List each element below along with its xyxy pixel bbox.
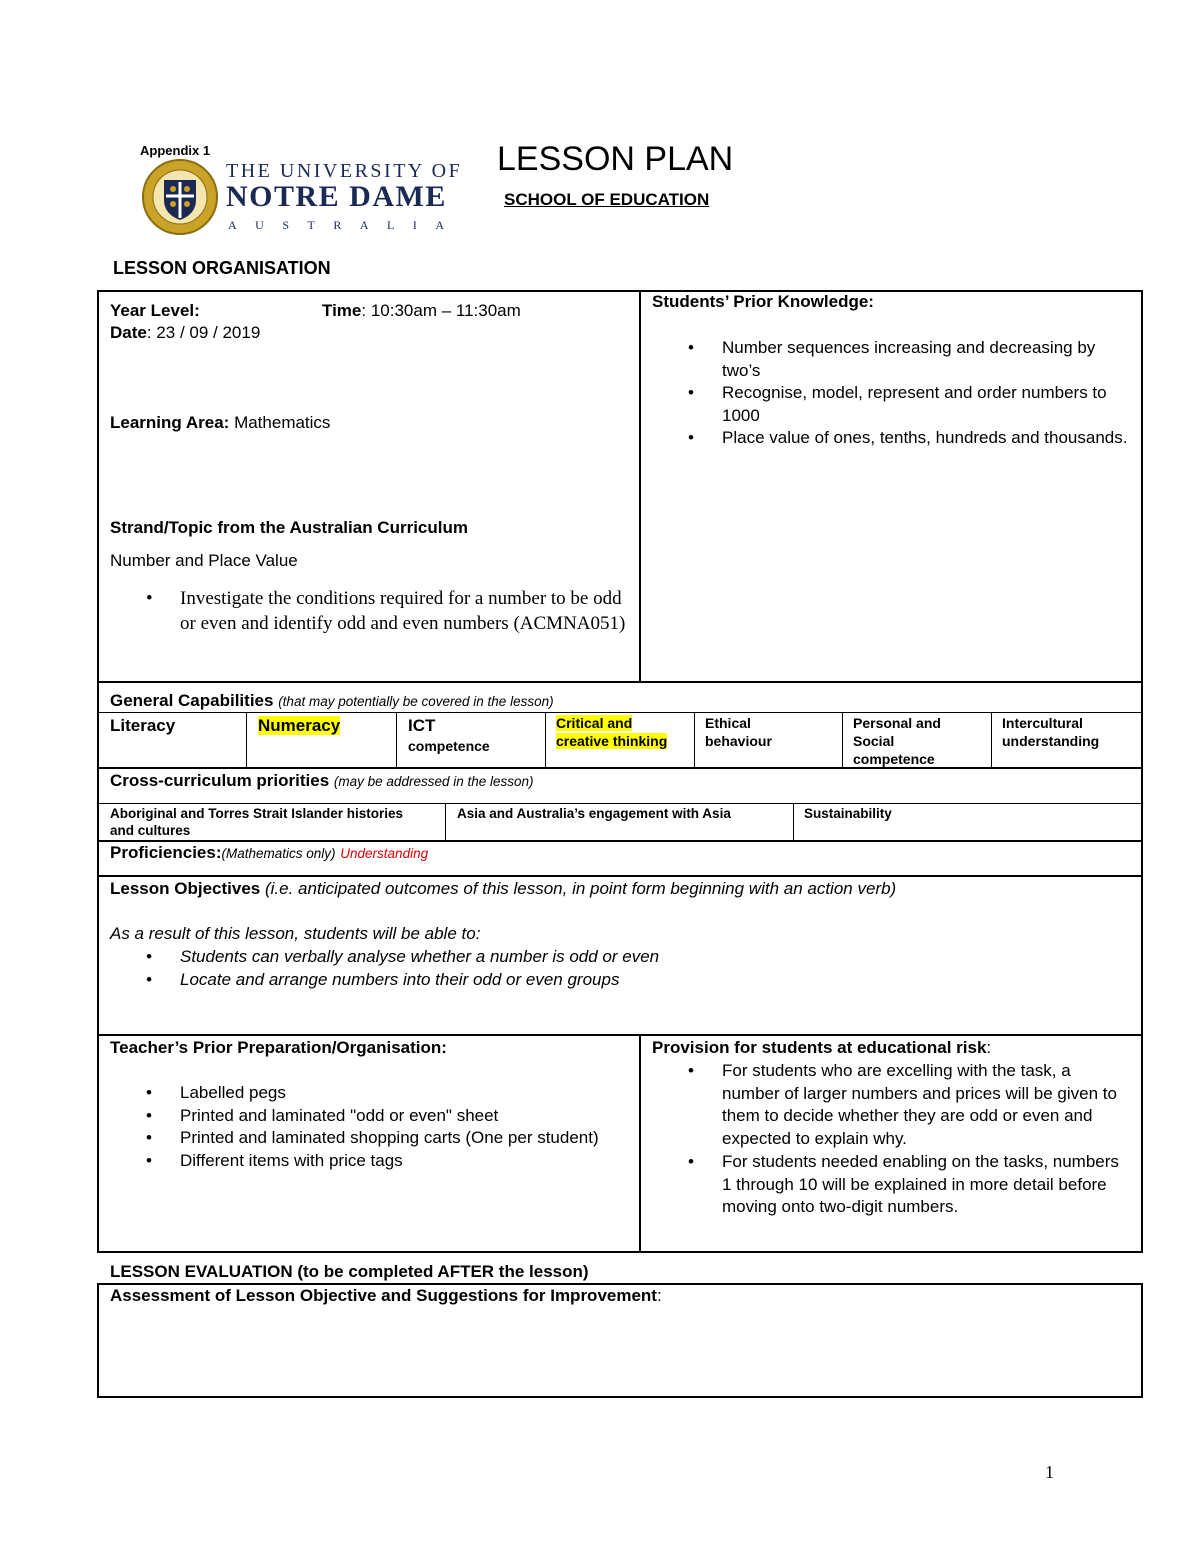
learning-area-field: Learning Area: Mathematics bbox=[110, 413, 331, 432]
strand-value: Number and Place Value bbox=[110, 551, 298, 570]
priority-aboriginal: Aboriginal and Torres Strait Islander histories and cultures bbox=[110, 806, 404, 838]
page-subtitle: SCHOOL OF EDUCATION bbox=[504, 190, 710, 209]
page-number: 1 bbox=[1045, 1462, 1054, 1482]
date-field: Date: 23 / 09 / 2019 bbox=[110, 323, 261, 342]
evaluation-heading: LESSON EVALUATION (to be completed AFTER the lesson) bbox=[110, 1262, 589, 1281]
list-item: • Investigate the conditions required for a number to be odd or even and identify odd and even numbers (ACMNA051) bbox=[110, 586, 630, 636]
objectives-intro: As a result of this lesson, students will be able to: bbox=[110, 924, 481, 943]
objectives-list bbox=[110, 946, 1110, 991]
list-item: • Different items with price tags bbox=[110, 1150, 610, 1173]
priority-sustainability: Sustainability bbox=[804, 806, 892, 821]
provision-label: Provision for students at educational risk: bbox=[652, 1038, 992, 1057]
capability-ethical: Ethical behaviour bbox=[705, 715, 772, 749]
list-item: • For students who are excelling with the task, a number of larger numbers and prices will be given to them to decide whether they are odd or even and expected to explain why. bbox=[652, 1060, 1132, 1151]
university-crest-logo bbox=[140, 158, 220, 236]
evaluation-label: Assessment of Lesson Objective and Suggestions for Improvement: bbox=[110, 1286, 662, 1305]
list-item: • Printed and laminated shopping carts (One per student) bbox=[110, 1127, 610, 1150]
capability-intercultural: Intercultural understanding bbox=[1002, 715, 1100, 749]
organisation-heading: LESSON ORGANISATION bbox=[113, 258, 331, 278]
capabilities-header: General Capabilities (that may potentially be covered in the lesson) bbox=[110, 691, 554, 710]
prior-knowledge-list bbox=[652, 337, 1132, 450]
university-name-line2: NOTRE DAME bbox=[226, 180, 447, 213]
year-level-label: Year Level: bbox=[110, 301, 200, 320]
page-title: LESSON PLAN bbox=[497, 140, 734, 178]
strand-list bbox=[110, 586, 630, 636]
list-item: • Students can verbally analyse whether a number is odd or even bbox=[110, 946, 1110, 969]
list-item: • Printed and laminated "odd or even" sheet bbox=[110, 1105, 610, 1128]
priority-asia: Asia and Australia’s engagement with Asia bbox=[457, 806, 731, 821]
appendix-label: Appendix 1 bbox=[140, 143, 211, 158]
list-item: • Labelled pegs bbox=[110, 1082, 610, 1105]
time-field: Time: 10:30am – 11:30am bbox=[322, 301, 521, 320]
proficiencies-row: Proficiencies:(Mathematics only) Understanding bbox=[110, 843, 429, 862]
capability-ict: ICT competence bbox=[408, 716, 490, 754]
capability-numeracy: Numeracy bbox=[258, 716, 341, 735]
provision-list bbox=[652, 1060, 1132, 1219]
prior-knowledge-label: Students’ Prior Knowledge: bbox=[652, 292, 874, 311]
list-item: • Number sequences increasing and decreasing by two’s bbox=[652, 337, 1132, 382]
list-item: • Locate and arrange numbers into their odd or even groups bbox=[110, 969, 1110, 992]
capability-critical-thinking: Critical and creative thinking bbox=[556, 715, 668, 749]
capability-personal-social: Personal and Social competence bbox=[853, 715, 941, 767]
preparation-list bbox=[110, 1082, 610, 1173]
strand-label: Strand/Topic from the Australian Curriculum bbox=[110, 518, 468, 537]
capability-literacy: Literacy bbox=[110, 716, 176, 735]
university-name-line3: AUSTRALIA bbox=[228, 218, 463, 232]
list-item: • For students needed enabling on the tasks, numbers 1 through 10 will be explained in more detail before moving onto two-digit numbers. bbox=[652, 1151, 1132, 1219]
university-name-line1: THE UNIVERSITY OF bbox=[226, 160, 463, 182]
list-item: • Recognise, model, represent and order numbers to 1000 bbox=[652, 382, 1132, 427]
objectives-header: Lesson Objectives (i.e. anticipated outcomes of this lesson, in point form beginning with an action verb) bbox=[110, 879, 897, 898]
list-item: • Place value of ones, tenths, hundreds and thousands. bbox=[652, 427, 1132, 450]
preparation-label: Teacher’s Prior Preparation/Organisation: bbox=[110, 1038, 447, 1057]
cross-curriculum-header: Cross-curriculum priorities (may be addressed in the lesson) bbox=[110, 771, 534, 790]
